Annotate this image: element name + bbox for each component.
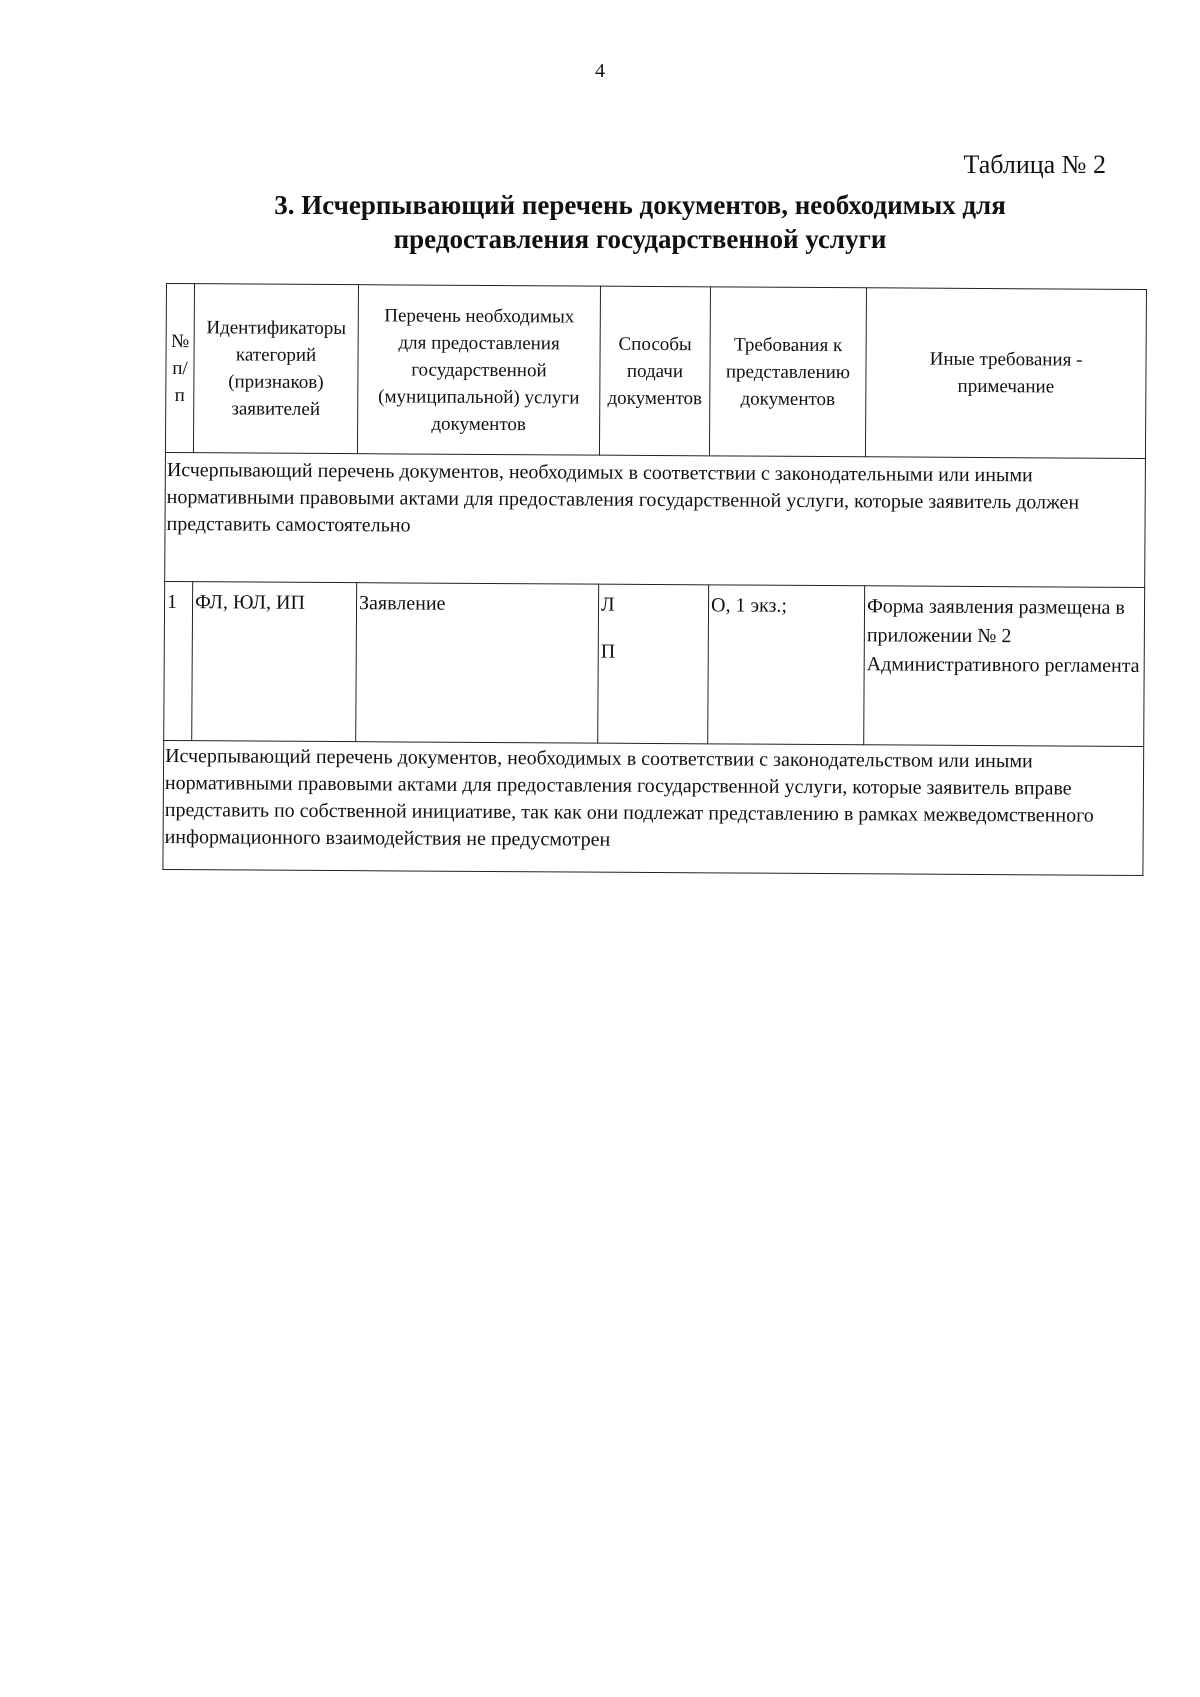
section-optional-text: Исчерпывающий перечень документов, необходимых в соответствии с законодательством или иными нормативными правовыми актами для предоставления государственной услуги, которые заявитель вправе представить по собственной инициативе, так как они подлежат представлению в рамках межведомственного информационного взаимодействия не предусмотрен <box>163 740 1144 875</box>
header-documents-list: Перечень необходимых для предоставления государственной (муниципальной) услуги документов <box>357 285 600 455</box>
header-requirements: Требования к представлению документов <box>709 287 866 457</box>
row-notes: Форма заявления размещена в приложении № 2 Административного регламента <box>864 586 1145 747</box>
section-mandatory-text: Исчерпывающий перечень документов, необходимых в соответствии с законодательными или иными нормативными правовыми актами для предоставления государственной услуги, которые заявитель должен представить самостоятельно <box>165 452 1146 587</box>
method-1: Л <box>600 593 615 616</box>
row-requirements: О, 1 экз.; <box>708 585 865 745</box>
title-line-1: 3. Исчерпывающий перечень документов, необходимых для <box>274 190 1006 220</box>
table-caption: Таблица № 2 <box>963 150 1106 179</box>
header-submission-methods: Способы подачи документов <box>599 286 710 456</box>
row-methods <box>598 584 709 744</box>
title-line-2: предоставления государственной услуги <box>393 224 887 254</box>
row-number: 1 <box>164 581 193 740</box>
section-row-optional <box>163 740 1144 875</box>
documents-table <box>162 283 1147 876</box>
table-row <box>164 581 1145 746</box>
row-identifiers: ФЛ, ЮЛ, ИП <box>192 582 357 742</box>
header-other-requirements: Иные требования - примечание <box>865 288 1146 459</box>
document-title <box>200 188 1080 256</box>
row-document: Заявление <box>356 583 599 743</box>
header-number: № п/п <box>165 284 194 453</box>
section-row-mandatory <box>165 452 1146 587</box>
table-header-row <box>165 284 1146 459</box>
method-2: П <box>600 640 616 663</box>
page-number: 4 <box>595 60 605 82</box>
header-identifiers: Идентификаторы категорий (признаков) заявителей <box>193 284 358 454</box>
